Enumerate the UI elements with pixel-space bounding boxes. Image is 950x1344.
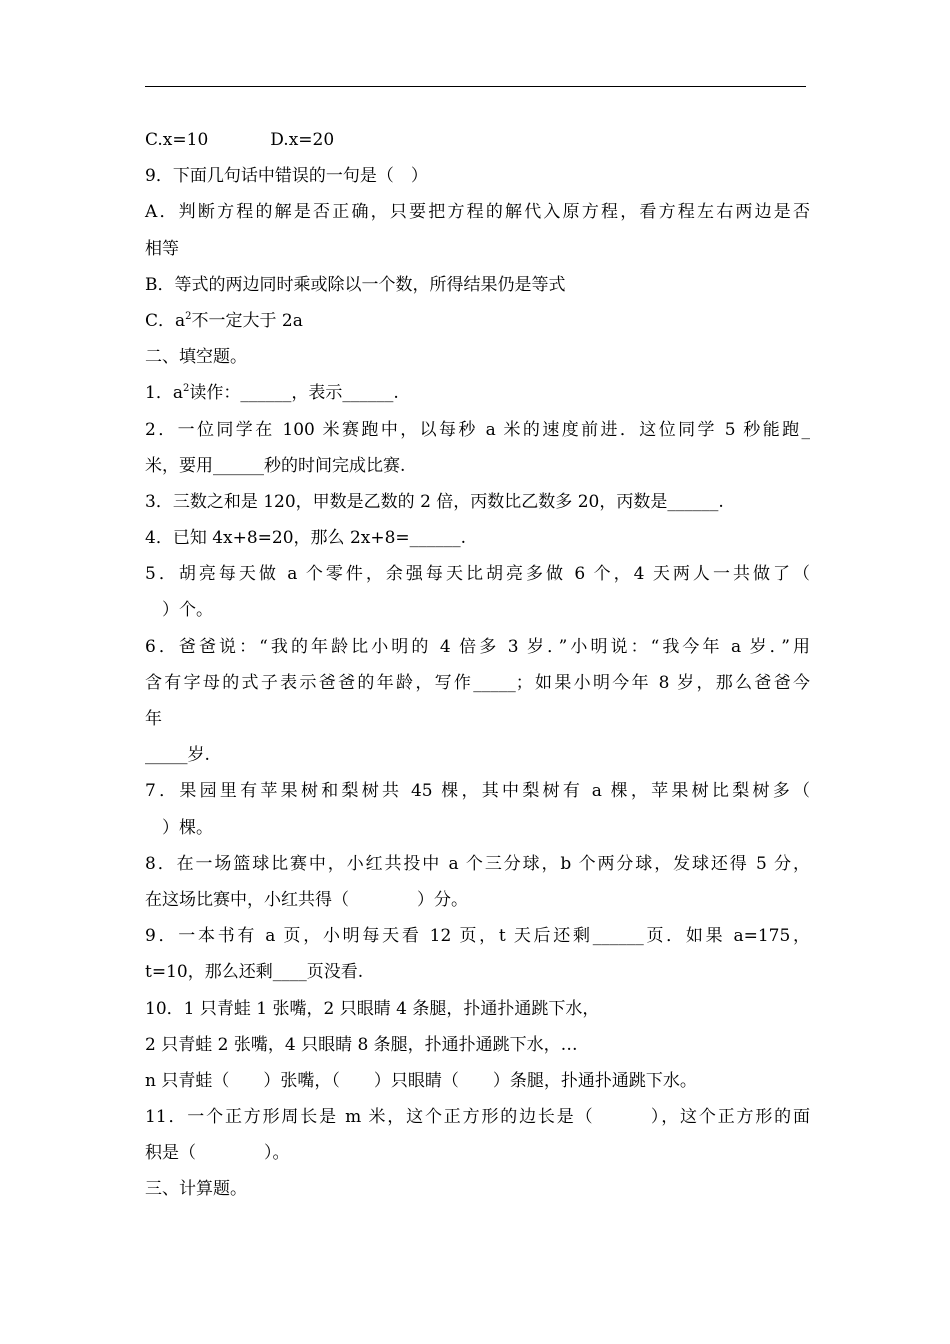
fill-question-6-line-3: 年	[145, 709, 162, 729]
fill-question-9-continued: t=10，那么还剩____页没看.	[145, 962, 364, 983]
option-b: B．等式的两边同时乘或除以一个数，所得结果仍是等式	[145, 274, 566, 295]
document-body	[145, 122, 810, 1208]
fill-question-11-continued: 积是（ ）。	[145, 1143, 290, 1164]
fill-question-1: 1．$a^2$读作：______，表示______.	[145, 383, 399, 404]
option-c-statement: C．$a^2$不一定大于 2a	[145, 310, 303, 331]
fill-question-7-continued: ）棵。	[145, 817, 213, 838]
fill-question-7: 7．果园里有苹果树和梨树共 45 棵，其中梨树有 a 棵，苹果树比梨树多（	[145, 781, 810, 802]
fill-question-5: 5．胡亮每天做 a 个零件，余强每天比胡亮多做 6 个，4 天两人一共做了（	[145, 564, 810, 585]
fill-question-10-line-3: n 只青蛙（ ）张嘴，（ ）只眼睛（ ）条腿，扑通扑通跳下水。	[145, 1070, 697, 1091]
option-d: D.x=20	[270, 130, 335, 150]
fill-question-2-continued: 米，要用______秒的时间完成比赛.	[145, 455, 406, 476]
fill-question-9: 9．一本书有 a 页，小明每天看 12 页，t 天后还剩______页．如果 a=175，	[145, 926, 810, 947]
question-9-mc: 9．下面几句话中错误的一句是（ ）	[145, 166, 428, 187]
options-c-d	[145, 122, 810, 158]
header-rule	[145, 86, 806, 87]
fill-question-6-line-2: 含有字母的式子表示爸爸的年龄，写作_____；如果小明今年 8 岁，那么爸爸今	[145, 672, 810, 693]
option-a-continued: 相等	[145, 238, 179, 259]
section-heading-fill: 二、填空题。	[145, 347, 247, 368]
fill-question-6-line-4: _____岁.	[145, 745, 210, 766]
fill-question-11: 11．一个正方形周长是 m 米，这个正方形的边长是（ ），这个正方形的面	[145, 1107, 810, 1128]
option-a: A．判断方程的解是否正确，只要把方程的解代入原方程，看方程左右两边是否	[145, 202, 810, 223]
fill-question-4: 4．已知 4x+8=20，那么 2x+8=______.	[145, 528, 467, 549]
fill-question-8: 8．在一场篮球比赛中，小红共投中 a 个三分球，b 个两分球，发球还得 5 分，	[145, 853, 810, 874]
fill-question-8-continued: 在这场比赛中，小红共得（ ）分。	[145, 889, 468, 910]
fill-question-10-line-2: 2 只青蛙 2 张嘴，4 只眼睛 8 条腿，扑通扑通跳下水，…	[145, 1034, 578, 1055]
fill-question-6: 6．爸爸说：“我的年龄比小明的 4 倍多 3 岁．”小明说：“我今年 a 岁．”用	[145, 636, 810, 657]
fill-question-5-continued: ）个。	[145, 600, 213, 621]
fill-question-10: 10．1 只青蛙 1 张嘴，2 只眼睛 4 条腿，扑通扑通跳下水，	[145, 998, 600, 1019]
section-heading-calc: 三、计算题。	[145, 1179, 247, 1200]
option-c: C.x=10	[145, 130, 209, 150]
superscript: 2	[185, 310, 192, 322]
fill-question-3: 3．三数之和是 120，甲数是乙数的 2 倍，丙数比乙数多 20，丙数是______.	[145, 491, 724, 512]
fill-question-2: 2．一位同学在 100 米赛跑中，以每秒 a 米的速度前进．这位同学 5 秒能跑_	[145, 419, 810, 440]
superscript: 2	[182, 383, 190, 395]
